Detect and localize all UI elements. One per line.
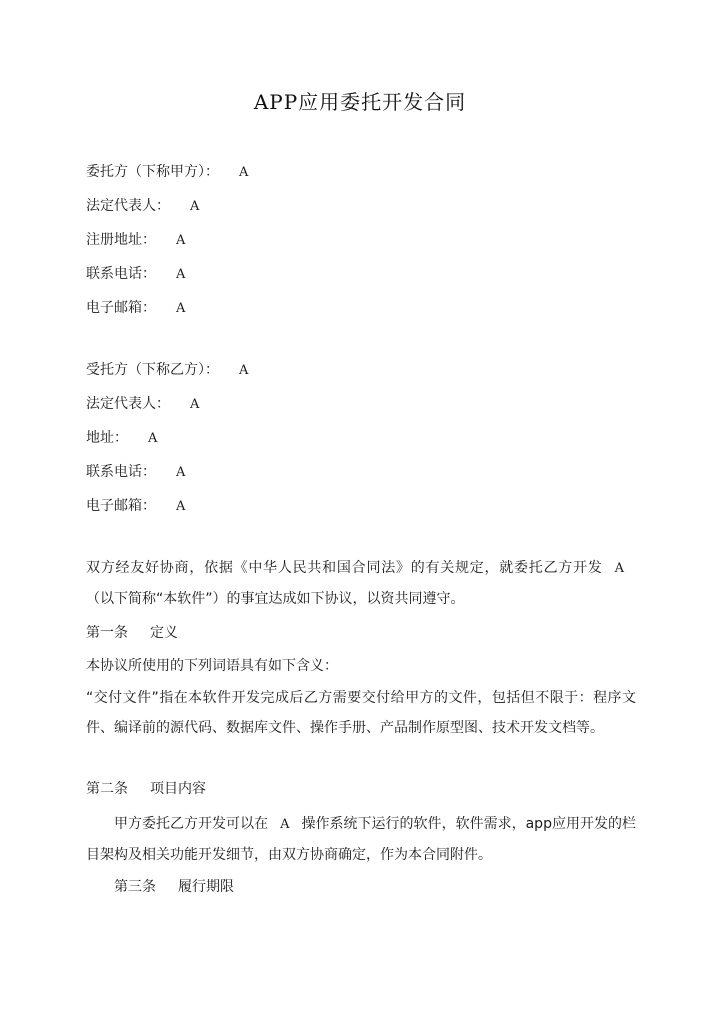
preamble-value: A <box>614 561 624 576</box>
party-a-value: A <box>239 165 249 180</box>
preamble-paragraph <box>86 553 636 614</box>
field-label: 法定代表人： <box>86 198 170 214</box>
field-label: 电子邮箱： <box>86 300 156 316</box>
article-title: 定义 <box>150 625 178 641</box>
article-2-value: A <box>280 817 290 832</box>
field-label: 法定代表人： <box>86 396 170 412</box>
party-a-email <box>86 298 185 319</box>
article-title: 项目内容 <box>150 781 206 797</box>
party-a-heading <box>86 162 248 183</box>
field-value: A <box>190 199 200 214</box>
article-1-definition: “交付文件”指在本软件开发完成后乙方需要交付给甲方的文件，包括但不限于：程序文件、编译前的源代码、数据库文件、操作手册、产品制作原型图、技术开发文档等。 <box>86 690 636 736</box>
party-a-legal-rep <box>86 196 199 217</box>
party-b-value: A <box>239 363 249 378</box>
party-b-legal-rep <box>86 394 199 415</box>
article-2-text-after: 操作系统下运行的软件，软件需求，app应用开发的栏目架构及相关功能开发细节，由双方协商确定，作为本合同附件。 <box>86 816 637 863</box>
article-3-heading <box>114 877 234 897</box>
document-title: APP应用委托开发合同 <box>253 90 467 114</box>
preamble-text-before: 双方经友好协商，依据《中华人民共和国合同法》的有关规定，就委托乙方开发 <box>86 560 603 576</box>
field-value: A <box>176 499 186 514</box>
field-label: 电子邮箱： <box>86 498 156 514</box>
article-2-heading <box>86 779 206 799</box>
party-a-phone <box>86 264 185 285</box>
field-label: 地址： <box>86 430 128 446</box>
article-number: 第三条 <box>114 879 156 895</box>
party-b-heading <box>86 360 248 381</box>
field-label: 联系电话： <box>86 266 156 282</box>
field-value: A <box>176 301 186 316</box>
article-title: 履行期限 <box>178 879 234 895</box>
party-b-email <box>86 496 185 517</box>
field-value: A <box>176 465 186 480</box>
field-label: 联系电话： <box>86 464 156 480</box>
party-b-label: 受托方（下称乙方）： <box>86 362 219 378</box>
article-1-intro: 本协议所使用的下列词语具有如下含义： <box>86 658 338 674</box>
party-b-phone <box>86 462 185 483</box>
article-2-text-before: 甲方委托乙方开发可以在 <box>114 816 269 832</box>
field-label: 注册地址： <box>86 232 156 248</box>
party-a-address <box>86 230 185 251</box>
party-b-address <box>86 428 157 449</box>
field-value: A <box>176 267 186 282</box>
article-number: 第一条 <box>86 625 128 641</box>
article-1-heading <box>86 623 178 643</box>
field-value: A <box>148 431 158 446</box>
field-value: A <box>176 233 186 248</box>
preamble-text-after: （以下简称“本软件”）的事宜达成如下协议，以资共同遵守。 <box>86 591 465 607</box>
field-value: A <box>190 397 200 412</box>
party-a-label: 委托方（下称甲方）： <box>86 164 219 180</box>
article-number: 第二条 <box>86 781 128 797</box>
article-2-paragraph <box>86 809 636 870</box>
